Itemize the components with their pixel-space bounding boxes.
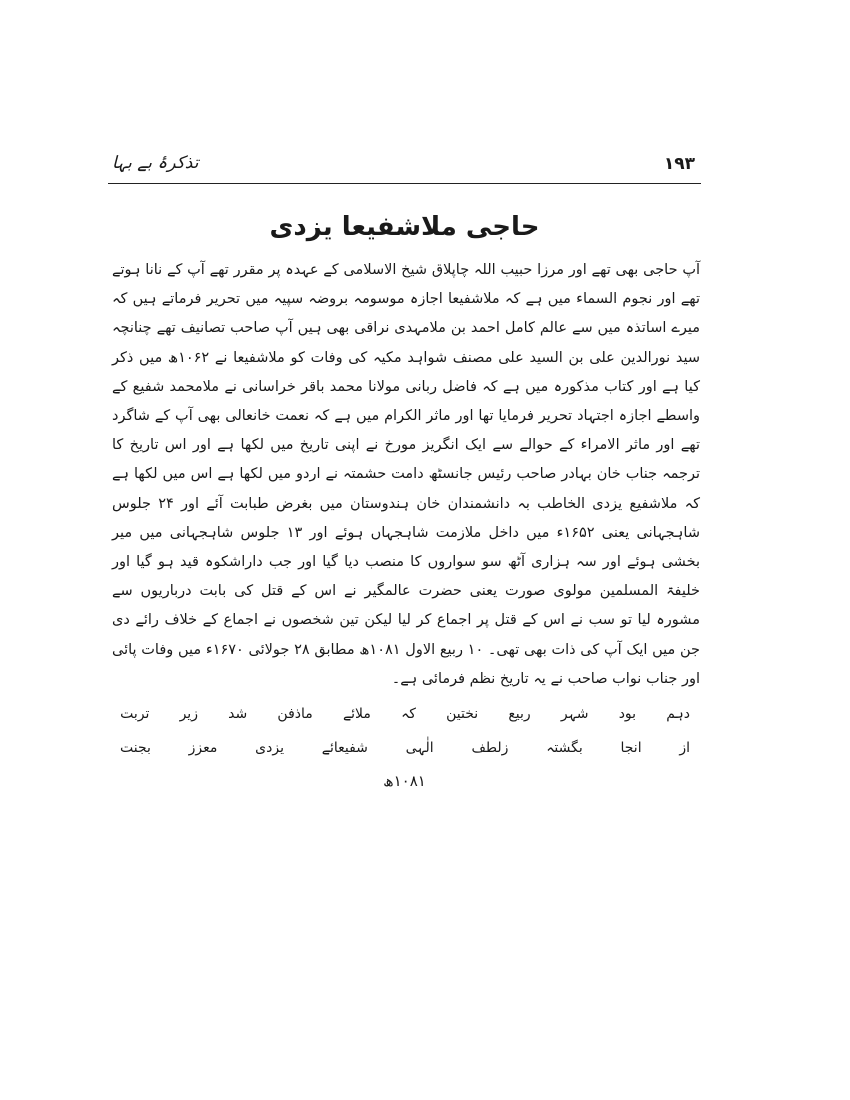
verse-word: معزز — [188, 740, 218, 756]
body-paragraph: آپ حاجی بھی تھے اور مرزا حبیب اللہ چاپلاق شیخ الاسلامی کے عہدہ پر مقرر تھے آپ کے نانا ہوتے تھے اور نجوم السماء میں ہے کہ ملاشفیعا اجازہ موسومہ بروضہ سپیہ میں تحریر فرماتے ہیں کہ میرے اساتذہ میں سے عالم کامل احمد بن ملامہدی نراقی بھی ہیں آپ صاحب تصانیف تھے چنانچہ سید نورالدین علی بن السید علی مصنف شواہد مکیہ کی وفات کو ملاشفیعا نے ۱۰۶۲ھ میں ذکر کیا ہے اور کتاب مذکورہ میں ہے کہ فاضل ربانی مولانا محمد باقر خراسانی نے ملامحمد شفیع کے واسطے اجازہ اجتہاد تحریر فرمایا تھا اور ماثر الکرام میں ہے کہ نعمت خانعالی بھی آپ کے شاگرد تھے اور ماثر الامراء کے حوالے سے ایک انگریز مورخ نے اپنی تاریخ میں لکھا ہے اور اس تاریخ کا ترجمہ جناب خان بہادر صاحب رئیس جانسٹھ دامت حشمتہ نے اردو میں لکھا ہے اس میں لکھا ہے کہ ملاشفیع یزدی الخاطب بہ دانشمندان خان ہندوستان میں بغرض طبابت آئے اور ۲۴ جلوس شاہجہانی یعنی ۱۶۵۲ء میں داخل ملازمت شاہجہاں ہوئے اور ۱۳ جلوس شاہجہانی میں میر بخشی ہوئے اور سہ ہزاری آٹھ سو سواروں کا منصب دیا گیا اور جب داراشکوہ قید ہو گیا اور خلیفۃ المسلمین مولوی صورت یعنی حضرت عالمگیر نے اس کے قتل کی بابت درباریوں سے مشورہ لیا تو سب نے اس کے قتل پر اجماع کر لیا لیکن تین شخصوں نے اجماع کے خلاف رائے دی جن میں ایک آپ کی ذات بھی تھی۔ ۱۰ ربیع الاول ۱۰۸۱ھ مطابق ۲۸ جولائی ۱۶۷۰ء میں وفات پائی اور جناب نواب صاحب نے یہ تاریخ نظم فرمائی ہے۔ — [112, 262, 701, 687]
verse-word: بود — [618, 706, 637, 722]
verse-word: تربت — [120, 706, 150, 722]
section-heading: حاجی ملاشفیعا یزدی — [269, 212, 540, 242]
verse-word: کہ — [401, 706, 416, 722]
verse-word: ربیع — [508, 706, 531, 722]
page-header — [108, 146, 701, 182]
verse-word: از — [679, 740, 690, 756]
verse-word: شد — [228, 706, 248, 722]
verse-word: دہم — [666, 706, 690, 722]
verse-word: یزدی — [255, 740, 284, 756]
verse-word: نختین — [446, 706, 479, 722]
page-number: ۱۹۳ — [663, 154, 695, 174]
verse-word: انجا — [620, 740, 642, 756]
verse-word: زلطف — [471, 740, 509, 756]
verse-word: الٰہی — [405, 740, 434, 756]
verse-word: شفیعائے — [321, 740, 368, 756]
chronogram-date: ۱۰۸۱ھ — [383, 772, 426, 790]
verse-line-2 — [120, 740, 690, 774]
body-text — [112, 256, 700, 694]
verse-word: زیر — [179, 706, 198, 722]
header-rule — [108, 183, 701, 184]
verse-block — [120, 706, 690, 774]
verse-word: بجنت — [120, 740, 151, 756]
verse-word: شہر — [560, 706, 589, 722]
verse-line-1 — [120, 706, 690, 740]
verse-word: ملائے — [342, 706, 371, 722]
verse-word: ماذفن — [277, 706, 313, 722]
running-title: تذکرۂ بے بہا — [112, 153, 199, 173]
verse-word: بگشتہ — [546, 740, 583, 756]
